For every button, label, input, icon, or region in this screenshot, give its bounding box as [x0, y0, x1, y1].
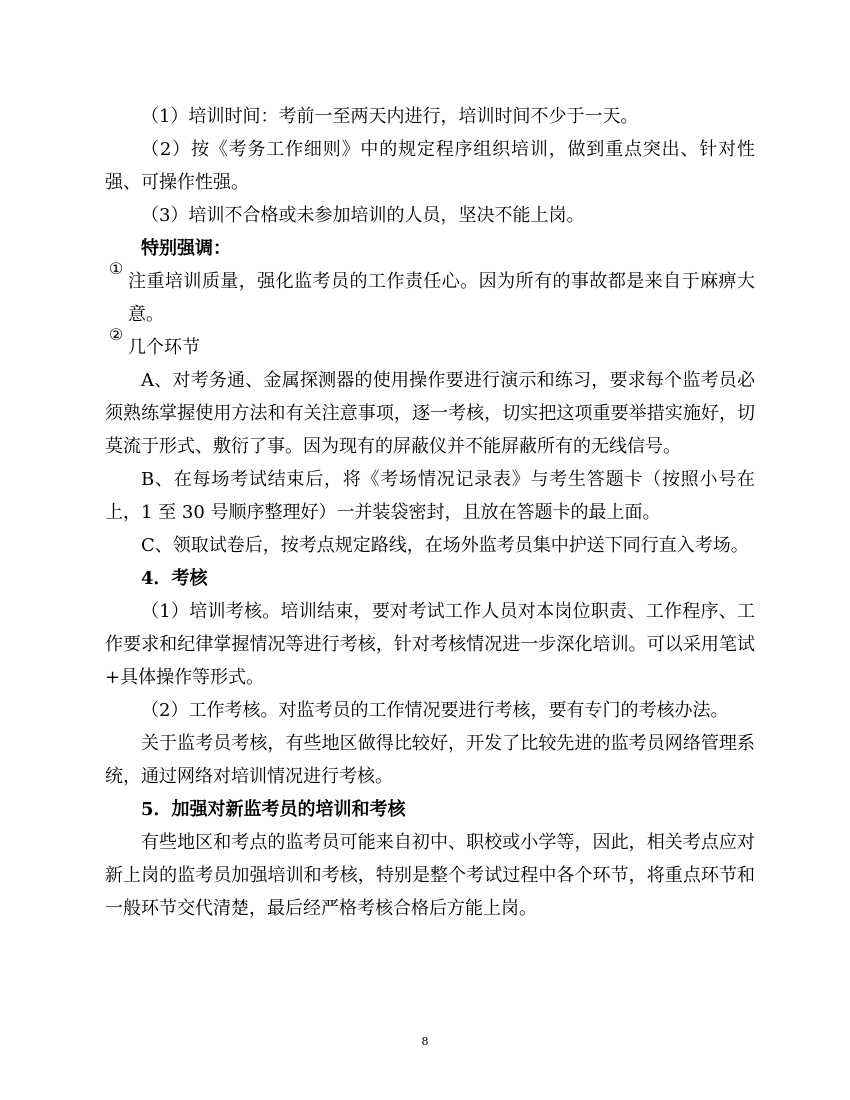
paragraph-training-failure: （3）培训不合格或未参加培训的人员，坚决不能上岗。 — [141, 205, 585, 226]
paragraph-invigilator-assessment: 关于监考员考核，有些地区做得比较好，开发了比较先进的监考员网络管理系统，通过网络对培训情况进行考核。 — [105, 733, 755, 787]
paragraph-step-b: B、在每场考试结束后，将《考场情况记录表》与考生答题卡（按照小号在上，1 至 30 号顺序整理好）一并装袋密封，且放在答题卡的最上面。 — [105, 469, 755, 523]
page-body — [105, 100, 755, 925]
list-item-several-steps — [105, 325, 755, 364]
list-item-training-quality — [105, 259, 755, 331]
page-number: 8 — [421, 1035, 429, 1048]
paragraph-work-assessment: （2）工作考核。对监考员的工作情况要进行考核，要有专门的考核办法。 — [141, 700, 729, 721]
paragraph-new-invigilator-training: 有些地区和考点的监考员可能来自初中、职校或小学等，因此，相关考点应对新上岗的监考员加强培训和考核，特别是整个考试过程中各个环节，将重点环节和一般环节交代清楚，最后经严格考核合格后方能上岗。 — [105, 832, 755, 919]
circled-one-marker: ① — [108, 259, 124, 278]
paragraph-training-assessment: （1）培训考核。培训结束，要对考试工作人员对本岗位职责、工作程序、工作要求和纪律掌握情况等进行考核，针对考核情况进一步深化培训。可以采用笔试+具体操作等形式。 — [105, 601, 755, 688]
paragraph-training-time: （1）培训时间：考前一至两天内进行，培训时间不少于一天。 — [141, 106, 639, 127]
paragraph-training-procedure: （2）按《考务工作细则》中的规定程序组织培训，做到重点突出、针对性强、可操作性强。 — [105, 139, 755, 193]
heading-new-invigilator-training: 5．加强对新监考员的培训和考核 — [141, 799, 406, 820]
heading-assessment: 4．考核 — [141, 568, 208, 589]
paragraph-training-quality: 注重培训质量，强化监考员的工作责任心。因为所有的事故都是来自于麻痹大意。 — [128, 271, 755, 325]
paragraph-step-a: A、对考务通、金属探测器的使用操作要进行演示和练习，要求每个监考员必须熟练掌握使用方法和有关注意事项，逐一考核，切实把这项重要举措实施好，切莫流于形式、敷衍了事。因为现有的屏蔽仪并不能屏蔽所有的无线信号。 — [105, 370, 755, 457]
heading-special-emphasis: 特别强调： — [141, 238, 231, 259]
paragraph-step-c: C、领取试卷后，按考点规定路线，在场外监考员集中护送下同行直入考场。 — [141, 535, 749, 556]
circled-two-marker: ② — [108, 325, 124, 344]
paragraph-several-steps: 几个环节 — [128, 337, 200, 358]
